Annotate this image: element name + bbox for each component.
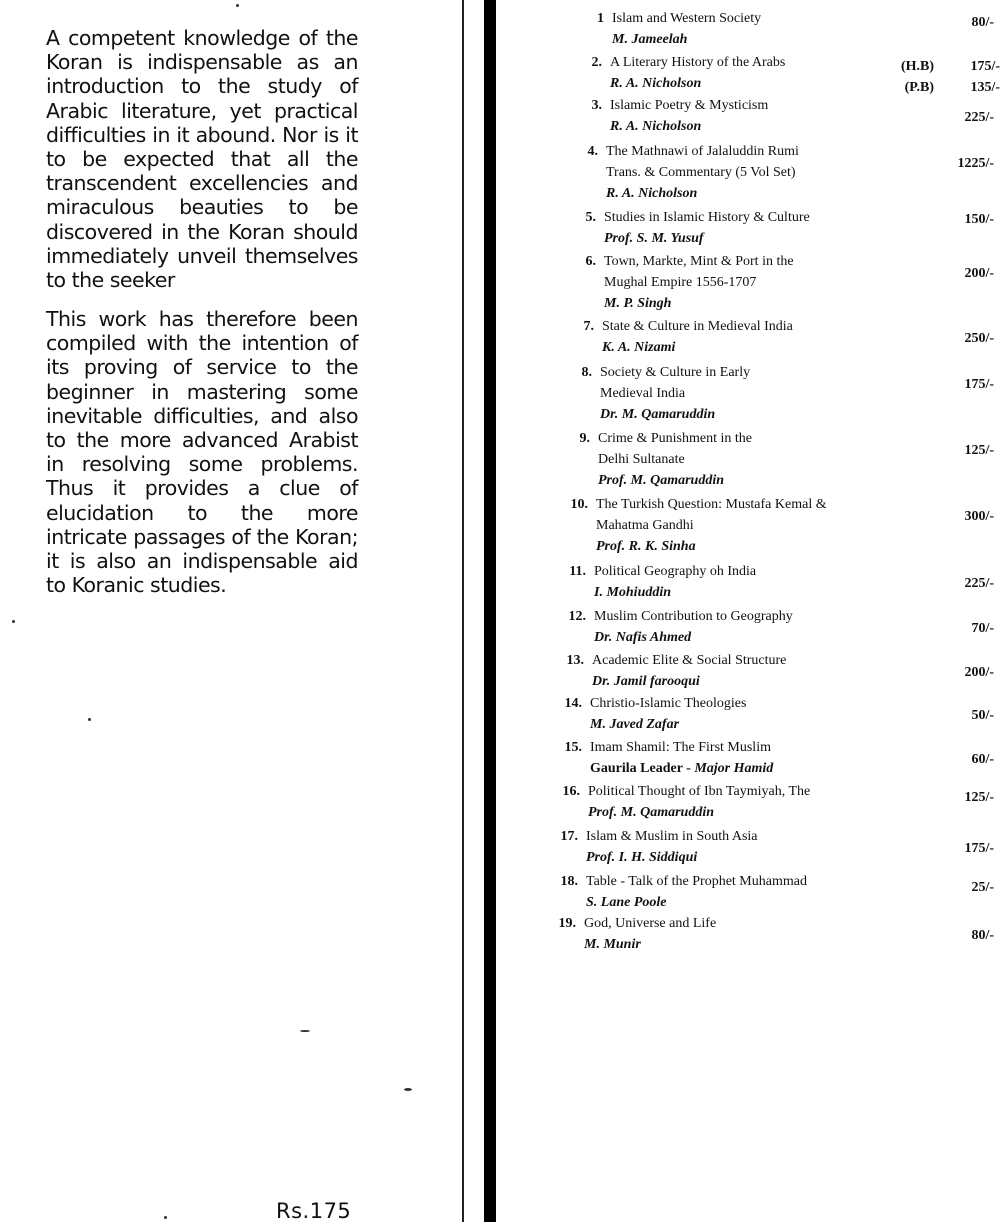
book-title: Mughal Empire 1556-1707	[604, 275, 757, 290]
book-title: Society & Culture in Early	[600, 365, 751, 380]
book-price: 125/-	[964, 443, 994, 458]
book-author: Prof. I. H. Siddiqui	[586, 850, 698, 865]
book-author: S. Lane Poole	[586, 895, 667, 910]
book-title: Trans. & Commentary (5 Vol Set)	[606, 165, 796, 180]
book-price: 80/-	[971, 15, 994, 30]
book-number: 9.	[579, 431, 590, 446]
binding-label: (P.B)	[904, 80, 934, 95]
book-title: Christio-Islamic Theologies	[590, 696, 747, 711]
book-author: M. Jameelah	[612, 32, 688, 47]
book-title: Mahatma Gandhi	[596, 518, 694, 533]
book-number: 13.	[566, 653, 584, 668]
book-price: 60/-	[971, 752, 994, 767]
book-price: 225/-	[964, 576, 994, 591]
book-price: 50/-	[971, 708, 994, 723]
book-title: The Turkish Question: Mustafa Kemal &	[596, 497, 827, 512]
book-number: 15.	[564, 740, 582, 755]
book-number: 14.	[564, 696, 582, 711]
book-number: 16.	[562, 784, 580, 799]
blurb-paragraph-1: A competent knowledge of the Koran is indispensable as an introduction to the study of Arabic literature, yet practical difficulties in it abound. Nor is it to be expected that all the transcendent excellencies and miraculous beauties to be discovered in the Koran should immediately unveil themselves to the seeker	[46, 26, 358, 293]
book-number: 7.	[583, 319, 594, 334]
book-author: Prof. S. M. Yusuf	[604, 231, 704, 246]
book-spine-shadow	[484, 0, 496, 1222]
book-price: 125/-	[964, 790, 994, 805]
scan-speck	[404, 1088, 412, 1091]
book-author: M. Munir	[584, 937, 641, 952]
book-number: 3.	[591, 98, 602, 113]
book-price: 80/-	[971, 928, 994, 943]
book-author: M. Javed Zafar	[590, 717, 680, 732]
page-divider-line	[462, 0, 464, 1222]
book-number: 4.	[587, 144, 598, 159]
book-price: 1225/-	[957, 156, 994, 171]
book-title: Medieval India	[600, 386, 686, 401]
book-title: Muslim Contribution to Geography	[594, 609, 793, 624]
book-author: Prof. M. Qamaruddin	[598, 473, 725, 488]
book-price: 175/-	[970, 59, 1000, 74]
book-author: Dr. Jamil farooqui	[592, 674, 700, 689]
book-number: 10.	[570, 497, 588, 512]
book-author: R. A. Nicholson	[610, 76, 702, 91]
book-price: 175/-	[964, 377, 994, 392]
book-author: Prof. M. Qamaruddin	[588, 805, 715, 820]
book-number: 11.	[569, 564, 586, 579]
book-title: Crime & Punishment in the	[598, 431, 752, 446]
book-author: I. Mohiuddin	[594, 585, 672, 600]
book-author: K. A. Nizami	[602, 340, 676, 355]
book-number: 12.	[568, 609, 586, 624]
book-price: 150/-	[964, 212, 994, 227]
book-number: 6.	[585, 254, 596, 269]
book-title: Town, Markte, Mint & Port in the	[604, 254, 794, 269]
book-number: 2.	[591, 55, 602, 70]
binding-label: (H.B)	[900, 59, 934, 74]
book-author: M. P. Singh	[604, 296, 672, 311]
book-author: Dr. Nafis Ahmed	[594, 630, 692, 645]
book-title: Academic Elite & Social Structure	[592, 653, 787, 668]
book-author: Prof. R. K. Sinha	[596, 539, 696, 554]
book-author: R. A. Nicholson	[606, 186, 698, 201]
book-title: Islam and Western Society	[612, 11, 762, 26]
book-price: 225/-	[964, 110, 994, 125]
book-number: 19.	[558, 916, 576, 931]
book-title: A Literary History of the Arabs	[610, 55, 786, 70]
book-catalog-list	[500, 0, 1000, 1222]
book-title: Imam Shamil: The First Muslim	[590, 740, 771, 755]
book-number: 1	[597, 11, 604, 26]
book-number: 8.	[581, 365, 592, 380]
book-author: R. A. Nicholson	[610, 119, 702, 134]
book-title: Delhi Sultanate	[598, 452, 685, 467]
book-title: Islamic Poetry & Mysticism	[610, 98, 769, 113]
book-title: State & Culture in Medieval India	[602, 319, 793, 334]
scan-speck	[88, 718, 91, 721]
book-title: Islam & Muslim in South Asia	[586, 829, 758, 844]
book-author: Gaurila Leader - Major Hamid	[590, 761, 774, 776]
book-title: Studies in Islamic History & Culture	[604, 210, 810, 225]
left-page-blurb	[0, 0, 460, 1222]
scan-speck	[12, 620, 15, 623]
book-author: Dr. M. Qamaruddin	[600, 407, 716, 422]
book-price: 250/-	[964, 331, 994, 346]
book-title: Table - Talk of the Prophet Muhammad	[586, 874, 807, 889]
book-price: 200/-	[964, 266, 994, 281]
book-title: Political Geography oh India	[594, 564, 757, 579]
book-price: 200/-	[964, 665, 994, 680]
book-title: Political Thought of Ibn Taymiyah, The	[588, 784, 811, 799]
book-price: 300/-	[964, 509, 994, 524]
book-price: 70/-	[971, 621, 994, 636]
book-price-label: Rs.175	[276, 1199, 352, 1223]
scan-speck	[164, 1216, 167, 1219]
blurb-paragraph-2: This work has therefore been compiled with the intention of its proving of service to the beginner in mastering some inevitable difficulties, and also to the more advanced Arabist in resolving some problems. Thus it provides a clue of elucidation to the more intricate passages of the Koran; it is also an indispensable aid to Koranic studies.	[46, 307, 358, 598]
scan-speck	[300, 1030, 310, 1032]
book-price: 135/-	[970, 80, 1000, 95]
book-number: 18.	[560, 874, 578, 889]
book-number: 17.	[560, 829, 578, 844]
book-title-continued: Gaurila Leader -	[590, 761, 695, 776]
book-title: The Mathnawi of Jalaluddin Rumi	[606, 144, 799, 159]
book-price: 175/-	[964, 841, 994, 856]
scan-speck	[236, 4, 239, 7]
book-price: 25/-	[971, 880, 994, 895]
book-title: God, Universe and Life	[584, 916, 717, 931]
book-number: 5.	[585, 210, 596, 225]
